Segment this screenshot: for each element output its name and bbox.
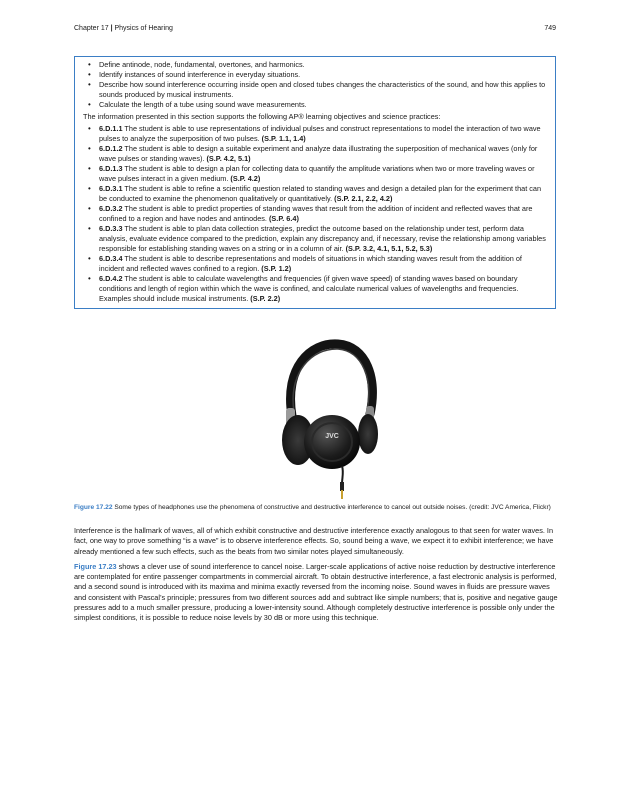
figure-link[interactable]: Figure 17.23	[74, 561, 117, 571]
list-item: • 6.D.1.2 The student is able to design a suitable experiment and analyze data illustrating the superposition of mechanical waves (only for wave pulses or standing waves). (S.P. 4.2, 5.1)	[99, 144, 549, 164]
figure-label: Figure 17.22	[74, 504, 113, 511]
list-item: • 6.D.3.2 The student is able to predict properties of standing waves that result from the addition of incident and reflected waves that are confined to a region and have nodes and antinodes. (S.P. 6.4)	[99, 204, 549, 224]
list-item: • Describe how sound interference occurring inside open and closed tubes changes the characteristics of the sound, and how this applies to sounds produced by musical instruments.	[99, 80, 549, 100]
list-item: • 6.D.3.4 The student is able to describe representations and models of situations in which standing waves result from the addition of incident and reflected waves confined to a region. (S.P. 1.2)	[99, 254, 549, 274]
list-item: • 6.D.1.1 The student is able to use representations of individual pulses and construct representations to model the interaction of two wave pulses to analyze the superposition of two pulses. (S.P. 1.1, 1.4)	[99, 124, 549, 144]
brand-logo: JVC	[325, 433, 339, 440]
list-item: • Define antinode, node, fundamental, overtones, and harmonics.	[99, 60, 549, 70]
page-number: 749	[544, 25, 556, 32]
body-text	[74, 526, 558, 629]
objectives-list	[83, 60, 549, 110]
list-item: • Identify instances of sound interference in everyday situations.	[99, 70, 549, 80]
headphones-image	[270, 338, 385, 503]
ap-intro: The information presented in this section supports the following AP® learning objectives and science practices:	[83, 112, 441, 121]
paragraph: Interference is the hallmark of waves, all of which exhibit constructive and destructive interference exactly analogous to that seen for water waves. In fact, one way to prove something “is a wave” is to observe interference effects. So, sound being a wave, we expect it to exhibit interference; we have already mentioned a few such effects, such as the beats from two similar notes played simultaneously.	[74, 526, 554, 556]
headphones-figure	[270, 338, 385, 503]
page-header	[74, 25, 556, 32]
learning-objectives-box	[74, 56, 556, 309]
list-item: • 6.D.3.3 The student is able to plan data collection strategies, predict the outcome based on the relationship under test, perform data analysis, evaluate evidence compared to the prediction, explain any discrepancy and, if necessary, revise the relationship among variables responsible for establishing standing waves on a string or in a column of air. (S.P. 3.2, 4.1, 5.1, 5.2, 5.3)	[99, 224, 549, 254]
list-item: • 6.D.3.1 The student is able to refine a scientific question related to standing waves and design a detailed plan for the experiment that can be conducted to examine the phenomenon qualitatively or quantitatively. (S.P. 2.1, 2.2, 4.2)	[99, 184, 549, 204]
list-item: • Calculate the length of a tube using sound wave measurements.	[99, 100, 549, 110]
paragraph: Figure 17.23 shows a clever use of sound interference to cancel noise. Larger-scale applications of active noise reduction by destructive interference are contemplated for entire passenger compartments in commercial aircraft. To obtain destructive interference, a fast electronic analysis is performed, and a second sound is introduced with its maxima and minima exactly reversed from the incoming noise. Sound waves in fluids are pressure waves and consistent with Pascal’s principle; pressures from two different sources add and subtract like simple numbers; that is, positive and negative gauge pressures add to a much smaller pressure, producing a lower-intensity sound. Although completely destructive interference is possible only under the simplest conditions, it is possible to reduce noise levels by 30 dB or more using this technique.	[74, 561, 558, 623]
ap-objectives-list	[83, 124, 549, 304]
chapter-title: Chapter 17 | Physics of Hearing	[74, 25, 173, 32]
list-item: • 6.D.1.3 The student is able to design a plan for collecting data to quantify the amplitude variations when two or more traveling waves or wave pulses interact in a given medium. (S.P. 4.2)	[99, 164, 549, 184]
list-item: • 6.D.4.2 The student is able to calculate wavelengths and frequencies (if given wave speed) of standing waves based on boundary conditions and length of region within which the wave is confined, and calculate numerical values of wavelengths and frequencies. Examples should include musical instruments. (S.P. 2.2)	[99, 274, 549, 304]
figure-caption: Figure 17.22 Some types of headphones use the phenomena of constructive and destructive interference to cancel out outside noises. (credit: JVC America, Flickr)	[74, 504, 551, 511]
